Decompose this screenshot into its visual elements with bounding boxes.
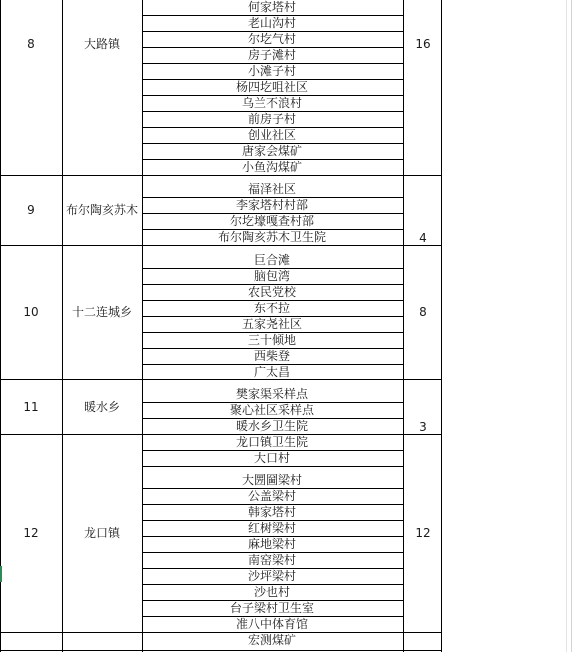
site-name: 李家塔村村部 xyxy=(235,198,309,212)
site-name: 农民党校 xyxy=(247,285,297,299)
row-index: 9 xyxy=(27,203,35,217)
group-border xyxy=(0,650,442,651)
row-index: 10 xyxy=(23,305,39,319)
site-name: 樊家渠采样点 xyxy=(235,387,309,401)
site-name: 大圐圙梁村 xyxy=(241,473,303,487)
group-border xyxy=(0,245,442,246)
town-name: 十二连城乡 xyxy=(71,305,133,319)
site-name: 沙坪梁村 xyxy=(247,569,297,583)
site-name: 小滩子村 xyxy=(247,64,297,78)
col-border xyxy=(0,0,1,652)
site-name: 沙也村 xyxy=(253,585,291,599)
site-count: 16 xyxy=(415,37,431,51)
site-name: 乌兰不浪村 xyxy=(241,96,303,110)
gridline xyxy=(571,0,572,652)
site-name: 台子梁村卫生室 xyxy=(229,601,315,615)
site-name: 杨四圪咀社区 xyxy=(235,80,309,94)
site-name: 巨合滩 xyxy=(253,253,291,267)
site-name: 南窑梁村 xyxy=(247,553,297,567)
site-name: 前房子村 xyxy=(247,112,297,126)
group-border xyxy=(0,632,442,633)
site-name: 五家尧社区 xyxy=(241,317,303,331)
site-name: 三十倾地 xyxy=(247,333,297,347)
row-index: 11 xyxy=(23,400,39,414)
town-name: 大路镇 xyxy=(83,37,121,51)
site-name: 龙口镇卫生院 xyxy=(235,435,309,449)
site-name: 准八中体育馆 xyxy=(235,617,309,631)
town-name: 龙口镇 xyxy=(83,526,121,540)
site-name: 何家塔村 xyxy=(247,0,297,14)
site-name: 尔圪壕嘎查村部 xyxy=(229,214,315,228)
site-name: 麻地梁村 xyxy=(247,537,297,551)
site-name: 东不拉 xyxy=(253,301,291,315)
col-border xyxy=(62,0,63,652)
site-name: 大口村 xyxy=(253,451,291,465)
col-border xyxy=(142,0,143,652)
site-name: 暖水乡卫生院 xyxy=(235,419,309,433)
site-count: 3 xyxy=(419,420,427,434)
site-name: 韩家塔村 xyxy=(247,505,297,519)
site-name: 唐家会煤矿 xyxy=(241,144,303,158)
site-name: 公盖梁村 xyxy=(247,489,297,503)
site-name: 西柴登 xyxy=(253,349,291,363)
row-index: 12 xyxy=(23,526,39,540)
col-border xyxy=(441,0,442,652)
site-name: 福泽社区 xyxy=(247,182,297,196)
site-name: 老山沟村 xyxy=(247,16,297,30)
site-count: 12 xyxy=(415,526,431,540)
col-border xyxy=(403,0,404,652)
site-count: 8 xyxy=(419,305,427,319)
row-border xyxy=(142,466,404,467)
site-name: 布尔陶亥苏木卫生院 xyxy=(217,230,327,244)
row-index: 8 xyxy=(27,37,35,51)
town-name: 暖水乡 xyxy=(83,400,121,414)
town-name: 布尔陶亥苏木 xyxy=(65,203,139,217)
site-name: 宏测煤矿 xyxy=(247,633,297,647)
group-border xyxy=(0,379,442,380)
gridline xyxy=(566,0,567,652)
row-marker xyxy=(0,566,2,582)
site-name: 广太昌 xyxy=(253,365,291,379)
site-name: 房子滩村 xyxy=(247,48,297,62)
site-name: 创业社区 xyxy=(247,128,297,142)
site-name: 脑包湾 xyxy=(253,269,291,283)
group-border xyxy=(0,175,442,176)
site-name: 小鱼沟煤矿 xyxy=(241,160,303,174)
site-count: 4 xyxy=(419,231,427,245)
site-name: 红树梁村 xyxy=(247,521,297,535)
site-name: 尔圪气村 xyxy=(247,32,297,46)
group-border xyxy=(0,434,442,435)
site-name: 聚心社区采样点 xyxy=(229,403,315,417)
